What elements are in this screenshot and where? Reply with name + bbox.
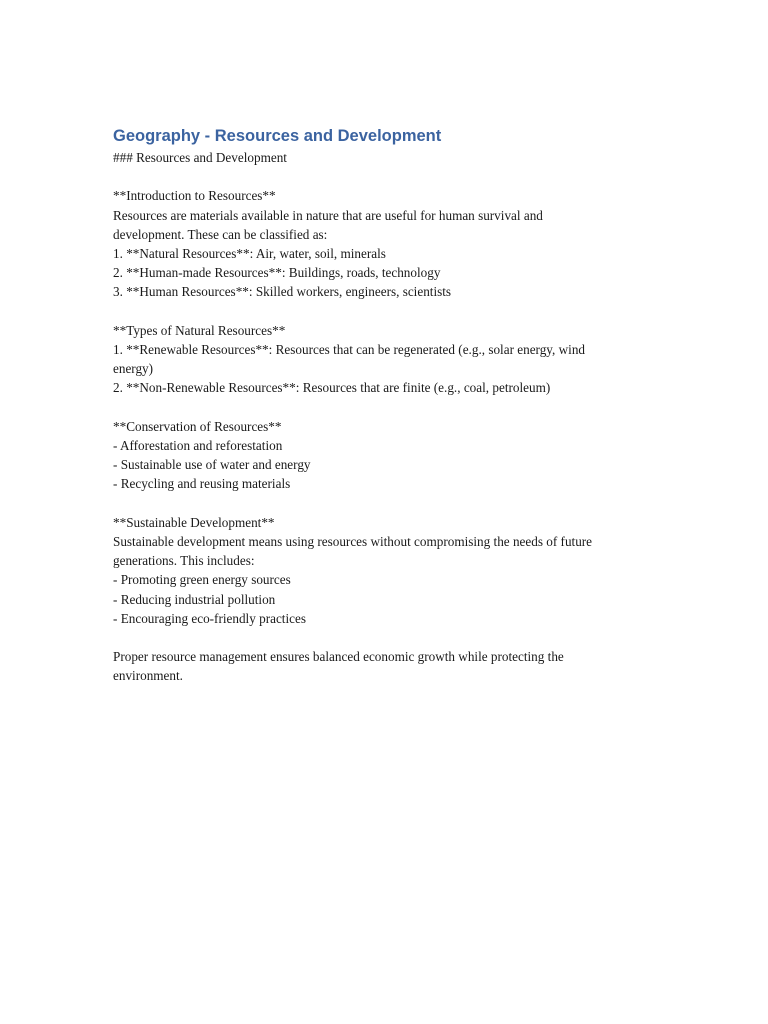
text-line: - Recycling and reusing materials — [113, 476, 291, 492]
text-line: 1. **Natural Resources**: Air, water, soil, minerals — [113, 246, 386, 261]
text-line: 2. **Human-made Resources**: Buildings, roads, technology — [113, 265, 441, 281]
text-line: **Introduction to Resources** — [113, 188, 276, 204]
document-title: Geography - Resources and Development — [113, 127, 442, 145]
text-line: generations. This includes: — [113, 553, 255, 569]
text-line: - Sustainable use of water and energy — [113, 457, 311, 473]
text-line: **Sustainable Development** — [113, 514, 275, 530]
document-text — [113, 148, 673, 686]
text-line: Sustainable development means using resources without compromising the needs of future — [113, 534, 593, 549]
text-line: development. These can be classified as: — [113, 226, 328, 242]
text-line: environment. — [113, 668, 183, 684]
text-line: - Promoting green energy sources — [113, 572, 291, 588]
text-line: Resources are materials available in nature that are useful for human survival and — [113, 207, 543, 223]
blank-line — [113, 398, 673, 417]
blank-line — [113, 167, 673, 186]
text-line: ### Resources and Development — [113, 150, 287, 165]
text-line: 3. **Human Resources**: Skilled workers, engineers, scientists — [113, 284, 452, 300]
text-line: - Encouraging eco-friendly practices — [113, 610, 306, 626]
blank-line — [113, 494, 673, 513]
text-line: 2. **Non-Renewable Resources**: Resources that are finite (e.g., coal, petroleum) — [113, 380, 551, 396]
text-line: - Afforestation and reforestation — [113, 438, 283, 453]
text-line: energy) — [113, 361, 154, 377]
blank-line — [113, 302, 673, 321]
text-line: **Types of Natural Resources** — [113, 322, 286, 338]
text-line: **Conservation of Resources** — [113, 418, 282, 434]
text-line: Proper resource management ensures balanced economic growth while protecting the — [113, 649, 564, 665]
blank-line — [113, 628, 673, 647]
text-line: 1. **Renewable Resources**: Resources that can be regenerated (e.g., solar energy, wind — [113, 342, 586, 357]
text-line: - Reducing industrial pollution — [113, 591, 276, 607]
document-body — [113, 124, 673, 686]
